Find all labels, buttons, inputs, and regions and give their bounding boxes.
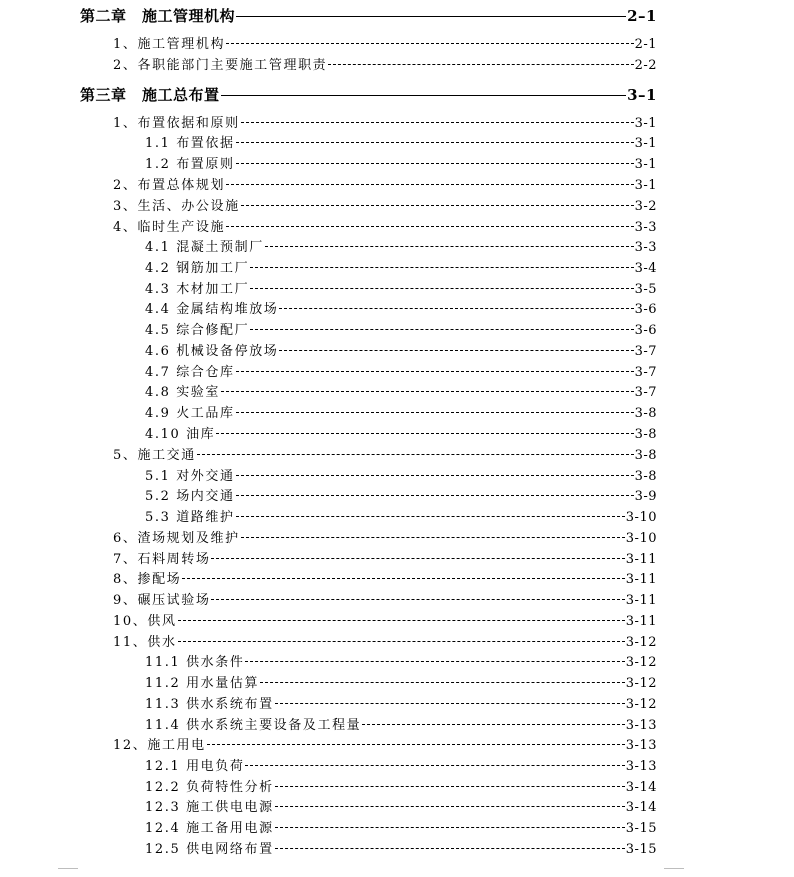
toc-page-number: 3-9 bbox=[634, 489, 657, 504]
toc-page-number: 3-8 bbox=[634, 469, 657, 484]
toc-entry-title: 4.7 综合仓库 bbox=[145, 365, 235, 380]
toc-section-entry[interactable] bbox=[113, 633, 657, 653]
toc-entry-title: 11.2 用水量估算 bbox=[145, 676, 260, 691]
toc-chapter-entry[interactable] bbox=[80, 6, 657, 26]
toc-dot-leader bbox=[250, 267, 633, 268]
toc-dot-leader bbox=[211, 599, 624, 600]
toc-section-entry[interactable] bbox=[113, 736, 657, 756]
toc-subsection-entry[interactable] bbox=[145, 342, 657, 362]
toc-section-entry[interactable] bbox=[113, 550, 657, 570]
toc-page-number: 3-12 bbox=[625, 655, 657, 670]
toc-entry-title: 12.3 施工供电电源 bbox=[145, 800, 274, 815]
toc-page-number: 3-12 bbox=[625, 676, 657, 691]
toc-page-number: 3-1 bbox=[634, 136, 657, 151]
toc-dot-leader bbox=[236, 495, 634, 496]
toc-entry-title: 1、施工管理机构 bbox=[113, 37, 226, 52]
toc-page-number: 3-13 bbox=[625, 718, 657, 733]
toc-dot-leader bbox=[245, 661, 624, 662]
toc-entry-title: 5.2 场内交通 bbox=[145, 489, 235, 504]
toc-dot-leader bbox=[241, 205, 634, 206]
toc-dot-leader bbox=[236, 371, 634, 372]
toc-page-number: 3-1 bbox=[634, 178, 657, 193]
toc-page-number: 3-11 bbox=[625, 572, 657, 587]
toc-page-number: 3-13 bbox=[625, 738, 657, 753]
toc-dot-leader bbox=[275, 806, 625, 807]
toc-page-number: 3-5 bbox=[634, 282, 657, 297]
toc-page-number: 3-11 bbox=[625, 614, 657, 629]
toc-dot-leader bbox=[211, 558, 624, 559]
toc-page-number: 3-12 bbox=[625, 697, 657, 712]
toc-entry-title: 5.1 对外交通 bbox=[145, 469, 235, 484]
toc-dot-leader bbox=[241, 122, 634, 123]
toc-dot-leader bbox=[265, 246, 634, 247]
toc-subsection-entry[interactable] bbox=[145, 155, 657, 175]
toc-subsection-entry[interactable] bbox=[145, 674, 657, 694]
toc-entry-title: 2、布置总体规划 bbox=[113, 178, 226, 193]
toc-subsection-entry[interactable] bbox=[145, 134, 657, 154]
toc-subsection-entry[interactable] bbox=[145, 840, 657, 860]
toc-dot-leader bbox=[216, 433, 633, 434]
toc-dot-leader bbox=[226, 43, 633, 44]
toc-entry-title: 12.2 负荷特性分析 bbox=[145, 780, 274, 795]
toc-entry-title: 10、供风 bbox=[113, 614, 177, 629]
toc-subsection-entry[interactable] bbox=[145, 508, 657, 528]
toc-entry-title: 4.9 火工品库 bbox=[145, 406, 235, 421]
toc-entry-title: 4.4 金属结构堆放场 bbox=[145, 302, 279, 317]
toc-entry-title: 12、施工用电 bbox=[113, 738, 206, 753]
toc-entry-title: 6、渣场规划及维护 bbox=[113, 531, 240, 546]
toc-page-number: 3-7 bbox=[634, 385, 657, 400]
toc-entry-title: 1、布置依据和原则 bbox=[113, 116, 240, 131]
toc-section-entry[interactable] bbox=[113, 114, 657, 134]
toc-subsection-entry[interactable] bbox=[145, 487, 657, 507]
toc-subsection-entry[interactable] bbox=[145, 695, 657, 715]
toc-subsection-entry[interactable] bbox=[145, 238, 657, 258]
toc-subsection-entry[interactable] bbox=[145, 363, 657, 383]
toc-entry-title: 12.1 用电负荷 bbox=[145, 759, 245, 774]
toc-entry-title: 4.1 混凝土预制厂 bbox=[145, 240, 264, 255]
toc-dot-leader bbox=[279, 350, 633, 351]
toc-subsection-entry[interactable] bbox=[145, 321, 657, 341]
toc-dot-leader bbox=[241, 537, 625, 538]
toc-entry-title: 11.1 供水条件 bbox=[145, 655, 245, 670]
toc-subsection-entry[interactable] bbox=[145, 819, 657, 839]
toc-subsection-entry[interactable] bbox=[145, 383, 657, 403]
toc-dot-leader bbox=[207, 744, 625, 745]
toc-subsection-entry[interactable] bbox=[145, 467, 657, 487]
toc-page-number: 3-1 bbox=[634, 116, 657, 131]
toc-dot-leader bbox=[226, 226, 633, 227]
toc-section-entry[interactable] bbox=[113, 35, 657, 55]
toc-dot-leader bbox=[197, 454, 634, 455]
toc-section-entry[interactable] bbox=[113, 570, 657, 590]
toc-subsection-entry[interactable] bbox=[145, 778, 657, 798]
toc-dot-leader bbox=[236, 412, 634, 413]
toc-dot-leader bbox=[226, 184, 633, 185]
toc-page-number: 3-12 bbox=[625, 635, 657, 650]
toc-page-number: 3-1 bbox=[634, 157, 657, 172]
toc-subsection-entry[interactable] bbox=[145, 425, 657, 445]
toc-page-number: 3-6 bbox=[634, 323, 657, 338]
toc-entry-title: 4.5 综合修配厂 bbox=[145, 323, 250, 338]
toc-dot-leader bbox=[275, 827, 625, 828]
toc-entry-title: 12.5 供电网络布置 bbox=[145, 842, 274, 857]
toc-page-number: 2–1 bbox=[627, 7, 657, 25]
toc-dot-leader bbox=[275, 848, 625, 849]
toc-page-number: 3-15 bbox=[625, 842, 657, 857]
toc-entry-title: 4.3 木材加工厂 bbox=[145, 282, 250, 297]
toc-page-number: 3–1 bbox=[627, 86, 657, 104]
toc-entry-title: 11、供水 bbox=[113, 635, 177, 650]
toc-page-number: 3-3 bbox=[634, 220, 657, 235]
toc-dot-leader bbox=[328, 64, 633, 65]
toc-entry-title: 第三章 施工总布置 bbox=[80, 86, 220, 104]
toc-page-number: 2-1 bbox=[634, 37, 657, 52]
toc-dot-leader bbox=[236, 142, 634, 143]
toc-entry-title: 9、碾压试验场 bbox=[113, 593, 211, 608]
toc-entry-title: 8、掺配场 bbox=[113, 572, 182, 587]
toc-dot-leader bbox=[182, 578, 625, 579]
toc-page-number: 3-11 bbox=[625, 593, 657, 608]
toc-page-number: 3-7 bbox=[634, 365, 657, 380]
toc-dot-leader bbox=[236, 163, 634, 164]
toc-entry-title: 11.4 供水系统主要设备及工程量 bbox=[145, 718, 362, 733]
toc-page-number: 3-3 bbox=[634, 240, 657, 255]
toc-page-number: 3-10 bbox=[625, 531, 657, 546]
toc-dot-leader bbox=[221, 95, 627, 96]
toc-page-number: 3-14 bbox=[625, 800, 657, 815]
toc-entry-title: 5.3 道路维护 bbox=[145, 510, 235, 525]
toc-dot-leader bbox=[236, 516, 625, 517]
toc-section-entry[interactable] bbox=[113, 56, 657, 76]
toc-entry-title: 4、临时生产设施 bbox=[113, 220, 226, 235]
toc-page-number: 3-4 bbox=[634, 261, 657, 276]
toc-subsection-entry[interactable] bbox=[145, 716, 657, 736]
toc-section-entry[interactable] bbox=[113, 446, 657, 466]
toc-page-number: 3-11 bbox=[625, 552, 657, 567]
toc-dot-leader bbox=[275, 786, 625, 787]
toc-subsection-entry[interactable] bbox=[145, 757, 657, 777]
toc-section-entry[interactable] bbox=[113, 218, 657, 238]
toc-dot-leader bbox=[236, 16, 626, 17]
toc-page-number: 3-2 bbox=[634, 199, 657, 214]
toc-dot-leader bbox=[260, 682, 625, 683]
toc-dot-leader bbox=[245, 765, 624, 766]
toc-dot-leader bbox=[178, 620, 625, 621]
toc-page-number: 3-7 bbox=[634, 344, 657, 359]
toc-subsection-entry[interactable] bbox=[145, 259, 657, 279]
toc-subsection-entry[interactable] bbox=[145, 280, 657, 300]
toc-section-entry[interactable] bbox=[113, 529, 657, 549]
toc-page-number: 3-10 bbox=[625, 510, 657, 525]
toc-section-entry[interactable] bbox=[113, 591, 657, 611]
toc-entry-title: 3、生活、办公设施 bbox=[113, 199, 240, 214]
toc-entry-title: 11.3 供水系统布置 bbox=[145, 697, 274, 712]
toc-section-entry[interactable] bbox=[113, 197, 657, 217]
toc-subsection-entry[interactable] bbox=[145, 300, 657, 320]
toc-subsection-entry[interactable] bbox=[145, 404, 657, 424]
toc-dot-leader bbox=[250, 329, 633, 330]
toc-subsection-entry[interactable] bbox=[145, 653, 657, 673]
toc-page-number: 3-15 bbox=[625, 821, 657, 836]
toc-page-number: 2-2 bbox=[634, 58, 657, 73]
toc-entry-title: 第二章 施工管理机构 bbox=[80, 7, 236, 25]
toc-dot-leader bbox=[178, 641, 625, 642]
toc-page-number: 3-8 bbox=[634, 406, 657, 421]
toc-entry-title: 4.10 油库 bbox=[145, 427, 216, 442]
toc-chapter-entry[interactable] bbox=[80, 85, 657, 105]
toc-dot-leader bbox=[279, 308, 633, 309]
toc-entry-title: 4.8 实验室 bbox=[145, 385, 221, 400]
toc-page-number: 3-8 bbox=[634, 448, 657, 463]
toc-page-number: 3-8 bbox=[634, 427, 657, 442]
toc-dot-leader bbox=[236, 475, 634, 476]
toc-section-entry[interactable] bbox=[113, 612, 657, 632]
toc-section-entry[interactable] bbox=[113, 176, 657, 196]
toc-entry-title: 4.2 钢筋加工厂 bbox=[145, 261, 250, 276]
toc-dot-leader bbox=[275, 703, 625, 704]
toc-entry-title: 5、施工交通 bbox=[113, 448, 196, 463]
toc-subsection-entry[interactable] bbox=[145, 798, 657, 818]
toc-dot-leader bbox=[250, 288, 633, 289]
toc-entry-title: 12.4 施工备用电源 bbox=[145, 821, 274, 836]
toc-entry-title: 1.1 布置依据 bbox=[145, 136, 235, 151]
toc-entry-title: 1.2 布置原则 bbox=[145, 157, 235, 172]
toc-page-number: 3-13 bbox=[625, 759, 657, 774]
toc-page-number: 3-6 bbox=[634, 302, 657, 317]
toc-entry-title: 4.6 机械设备停放场 bbox=[145, 344, 279, 359]
toc-dot-leader bbox=[221, 391, 634, 392]
toc-dot-leader bbox=[362, 724, 625, 725]
toc-entry-title: 2、各职能部门主要施工管理职责 bbox=[113, 58, 328, 73]
toc-entry-title: 7、石料周转场 bbox=[113, 552, 211, 567]
toc-page-number: 3-14 bbox=[625, 780, 657, 795]
